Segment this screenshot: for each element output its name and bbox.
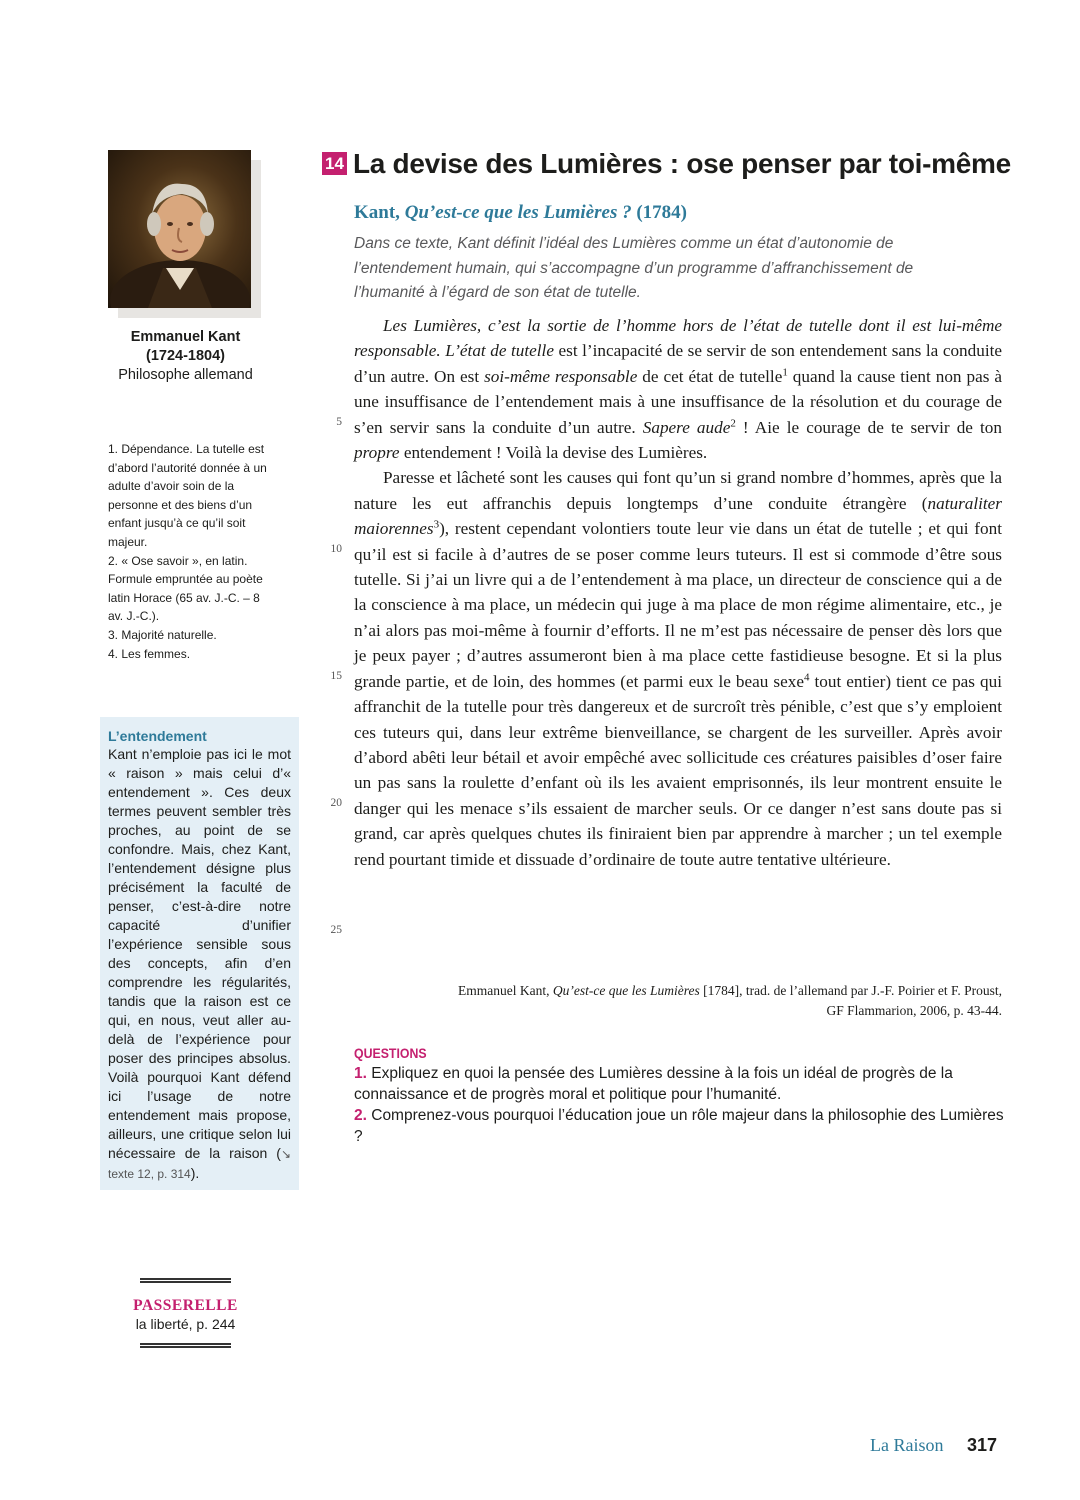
footer-section-name: La Raison <box>870 1435 944 1455</box>
p1-italic-propre: propre <box>354 443 400 463</box>
p1-italic-sapere-aude: Sapere aude <box>642 417 731 437</box>
glossary-end: ). <box>190 1165 200 1181</box>
questions-heading: QUESTIONS <box>354 1045 427 1061</box>
page-number: 317 <box>967 1435 998 1455</box>
source-line-1 <box>354 981 1002 1001</box>
portrait-role: Philosophe allemand <box>118 367 253 383</box>
text-number-badge: 14 <box>322 152 347 175</box>
source-author: Emmanuel Kant, <box>458 983 553 998</box>
passerelle-bottom-rule <box>140 1343 231 1348</box>
glossary-title: L’entendement <box>108 728 207 744</box>
question-2 <box>354 1105 1004 1147</box>
line-number-20: 20 <box>330 797 342 809</box>
text-source-subtitle <box>354 200 687 226</box>
question-1-number: 1. <box>354 1065 367 1082</box>
line-number-5: 5 <box>336 416 342 428</box>
p2-text-d: tout entier) tient ce pas qui affranchit de la tutelle pour très dangereux et de surcroît très pénible, c’est que s’y emploient ces tuteurs qui, dans leur extrême bienveillance, se chargent de les surveiller. Après avoir d’abord abêti leur bétail et avoir empêché avec sollicitude ces créatures paisibles d’oser faire un pas sans la roulette d’enfant où ils les avaient emprisonnés, ils leur montrent ensuite le danger qui les menace s’ils essaient de marcher seuls. Or ce danger n’est sans doute pas si grand, car après quelques chutes ils finiraient bien par apprendre à marcher ; un tel exemple rend pourtant timide et dissuade d’ordinaire de toute autre tentative ultérieure. <box>354 671 1002 869</box>
footnotes <box>108 440 273 663</box>
question-1 <box>354 1063 1004 1105</box>
glossary-body <box>108 745 291 1184</box>
page-title: La devise des Lumières : ose penser par toi-même <box>353 148 1011 179</box>
glossary-box <box>100 717 299 1190</box>
footnote-ref-2: 2 <box>730 416 736 429</box>
portrait-name: Emmanuel Kant <box>130 329 241 345</box>
footnote-4: 4. Les femmes. <box>108 646 191 661</box>
footnote-ref-3: 3 <box>433 518 440 531</box>
footnote-2: 2. « Ose savoir », en latin. Formule empruntée au poète latin Horace (65 av. J.-C. – 8 av. J.-C.). <box>108 553 263 624</box>
passerelle-link[interactable]: la liberté, p. 244 <box>135 1316 236 1332</box>
line-number-15: 15 <box>330 670 342 682</box>
p1-italic-opening: Les Lumières, c’est la sortie de l’homme hors de l’état de tutelle dont il est lui-même responsable. L’état de tutelle <box>354 316 1002 361</box>
subtitle-author: Kant, <box>354 202 405 223</box>
passerelle-top-rule <box>140 1278 231 1283</box>
subtitle-work: Qu’est-ce que les Lumières ? <box>404 202 632 223</box>
main-text <box>354 313 1002 872</box>
paragraph-2 <box>354 465 1002 872</box>
p2-italic-latin: naturaliter maiorennes <box>354 493 1002 539</box>
paragraph-1 <box>354 313 1002 465</box>
p2-text-c: ), restent cependant volontiers toute leur vie dans un état de tutelle ; et qui font qu’il est si facile à d’autres de se poser comme leurs tuteurs. Il est si commode d’être sous tutelle. Si j’ai un livre qui a de l’entendement à ma place, un directeur de conscience qui a de la conscience à ma place, un médecin qui juge à ma place de mon régime alimentaire, etc., je n’ai alors pas moi-même à fournir d’efforts. Il ne m’est pas nécessaire de penser dès lors que je peux payer ; d’autres assumeront bien à ma place cette fastidieuse besogne. Et si la plus grande partie, et de loin, des hommes (et parmi eux le beau sexe <box>354 519 1002 691</box>
glossary-cross-reference[interactable]: ↘ texte 12, p. 314 <box>108 1147 291 1181</box>
line-number-10: 10 <box>330 543 342 555</box>
portrait-caption <box>108 328 263 385</box>
subtitle-year: (1784) <box>631 202 687 223</box>
question-1-text: Expliquez en quoi la pensée des Lumières dessine à la fois un idéal de progrès de la connaissance et de progrès moral et politique pour l’humanité. <box>354 1065 953 1103</box>
footnote-3: 3. Majorité naturelle. <box>108 627 217 642</box>
footnote-ref-4: 4 <box>803 670 810 683</box>
p1-italic-responsable: soi-même responsable <box>484 366 638 386</box>
p1-text-g: ! Aie le courage de te servir de ton <box>735 417 1002 437</box>
p1-text-b: est l’incapacité de se servir de son entendement sans la conduite d’un autre. On est <box>354 341 1002 386</box>
footnote-ref-1: 1 <box>782 366 788 379</box>
kant-portrait <box>108 150 251 308</box>
question-2-number: 2. <box>354 1107 367 1124</box>
question-2-text: Comprenez-vous pourquoi l’éducation joue un rôle majeur dans la philosophie des Lumières ? <box>354 1107 1004 1145</box>
text-introduction: Dans ce texte, Kant définit l’idéal des Lumières comme un état d’autonomie de l’entendement humain, qui s’accompagne d’un programme d’affranchissement de l’humanité à l’égard de son état de tutelle. <box>354 235 914 301</box>
p1-text-e: quand la cause tient non pas à une insuffisance de l’entendement mais à une insuffisance de la résolution et du courage de s’en servir sans la conduite d’un autre. <box>354 366 1002 437</box>
source-line-2: GF Flammarion, 2006, p. 43-44. <box>826 1002 1002 1018</box>
passerelle-box <box>128 1278 243 1348</box>
line-number-25: 25 <box>330 924 342 936</box>
glossary-text: Kant n’emploie pas ici le mot « raison » mais celui d’« entendement ». Ces deux termes peuvent sembler très proches, au point de se confondre. Mais, chez Kant, l’entendement désigne plus précisément la faculté de penser, c’est-à-dire notre capacité d’unifier l’expérience sensible sous des concepts, afin d’en comprendre les régularités, tandis que la raison est ce qui, en nous, veut aller au-delà de l’expérience pour poser des principes absolus. Voilà pourquoi Kant défend ici l’usage de notre entendement mais propose, ailleurs, une critique selon lui nécessaire de la raison ( <box>108 746 291 1161</box>
source-citation <box>354 981 1002 1020</box>
passerelle-label: PASSERELLE <box>133 1297 238 1314</box>
source-work: Qu’est-ce que les Lumières <box>552 983 700 998</box>
portrait-dates: (1724-1804) <box>146 348 225 364</box>
questions-list <box>354 1063 1004 1147</box>
p2-text-a: Paresse et lâcheté sont les causes qui font qu’un si grand nombre d’hommes, après que la nature les eut affranchis depuis longtemps d’une conduite étrangère ( <box>354 468 1002 513</box>
p1-text-i: entendement ! Voilà la devise des Lumières. <box>399 443 708 463</box>
p1-text-d: de cet état de tutelle <box>637 366 783 386</box>
footnote-1: 1. Dépendance. La tutelle est d’abord l’autorité donnée à un adulte d’avoir soin de la personne et des biens d’un enfant jusqu’à ce qu’il soit majeur. <box>108 442 267 549</box>
source-translation: [1784], trad. de l’allemand par J.-F. Poirier et F. Proust, <box>699 983 1002 998</box>
